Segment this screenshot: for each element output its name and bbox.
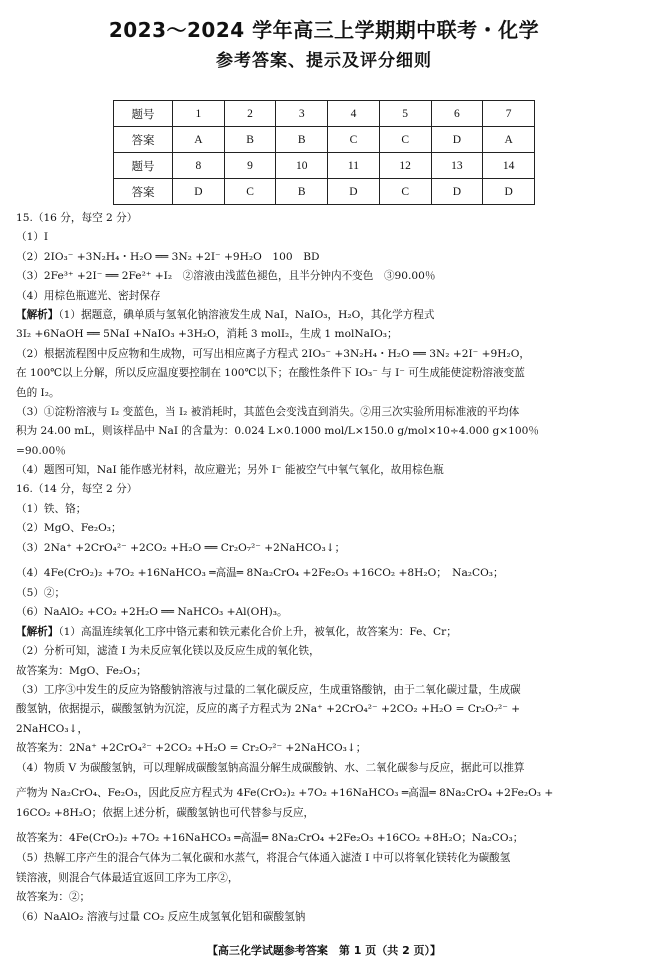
answer-table-cell: D bbox=[431, 179, 483, 205]
answer-table-cell: D bbox=[173, 179, 225, 205]
answer-table-cell: C bbox=[379, 179, 431, 205]
page-subtitle: 参考答案、提示及评分细则 bbox=[216, 51, 432, 71]
answer-table-cell: B bbox=[224, 127, 276, 153]
answer-table-cell: B bbox=[276, 127, 328, 153]
q16-answer-2: （2）MgO、Fe₂O₃； bbox=[16, 522, 122, 535]
q16-explanation-line: 产物为 Na₂CrO₄、Fe₂O₃，因此反应方程式为 4Fe(CrO₂)₂ +7O₂ +16NaHCO₃ ═高温═ 8Na₂CrO₄ +2Fe₂O₃ + bbox=[16, 786, 554, 799]
q16-answer-3: （3）2Na⁺ +2CrO₄²⁻ +2CO₂ +H₂O ══ Cr₂O₇²⁻ +2NaHCO₃↓； bbox=[16, 541, 346, 554]
answer-table-cell: 9 bbox=[224, 153, 276, 179]
q15-explanation-line: 3I₂ +6NaOH ══ 5NaI +NaIO₃ +3H₂O，消耗 3 molI₂，生成 1 molNaIO₃； bbox=[16, 328, 398, 341]
answer-table-cell: 1 bbox=[173, 101, 225, 127]
q15-explanation-line: 积为 24.00 mL，则该样品中 NaI 的含量为：0.024 L×0.1000 mol/L×150.0 g/mol×10÷4.000 g×100％ bbox=[16, 425, 539, 438]
q15-explanation-line: （2）根据流程图中反应物和生成物，可写出相应离子方程式 2IO₃⁻ +3N₂H₄・H₂O ══ 3N₂ +2I⁻ +9H₂O， bbox=[16, 347, 530, 360]
q16-answer-6: （6）NaAlO₂ +CO₂ +2H₂O ══ NaHCO₃ +Al(OH)₃。 bbox=[16, 606, 288, 619]
explanations bbox=[16, 209, 632, 927]
answer-table-cell: 11 bbox=[328, 153, 380, 179]
q15-answer-2: （2）2IO₃⁻ +3N₂H₄・H₂O ══ 3N₂ +2I⁻ +9H₂O 100 BD bbox=[16, 250, 320, 263]
answer-table-cell: 5 bbox=[379, 101, 431, 127]
q15-explanation-line: =90.00％ bbox=[16, 444, 66, 457]
page-footer: 【高三化学试题参考答案 第 1 页（共 2 页）】 bbox=[206, 944, 442, 957]
q15-explanation-line: （4）题图可知，NaI 能作感光材料，故应避光；另外 I⁻ 能被空气中氧气氧化，故用棕色瓶 bbox=[16, 464, 444, 477]
q15-explanation-1 bbox=[16, 306, 632, 325]
answer-table-row bbox=[114, 153, 535, 179]
q16-explanation-line: （2）分析可知，滤渣 I 为未反应氧化镁以及反应生成的氧化铁， bbox=[16, 645, 320, 658]
answer-table-cell: 6 bbox=[431, 101, 483, 127]
analysis-label: 【解析】 bbox=[16, 308, 59, 321]
answer-table-row-header: 答案 bbox=[114, 127, 173, 153]
page-title: 2023～2024 学年高三上学期期中联考・化学 bbox=[108, 18, 540, 42]
answer-table-cell: 4 bbox=[328, 101, 380, 127]
answer-table-cell: 12 bbox=[379, 153, 431, 179]
answer-table-cell: 8 bbox=[173, 153, 225, 179]
q16-header: 16.（14 分，每空 2 分） bbox=[16, 483, 138, 496]
answer-table-row bbox=[114, 101, 535, 127]
q15-explanation-line: 色的 I₂。 bbox=[16, 386, 60, 399]
answer-table-row-header: 题号 bbox=[114, 101, 173, 127]
q15-header: 15.（16 分，每空 2 分） bbox=[16, 212, 138, 224]
answer-table-cell: D bbox=[431, 127, 483, 153]
q16-explanation-line: 故答案为：4Fe(CrO₂)₂ +7O₂ +16NaHCO₃ ═高温═ 8Na₂CrO₄ +2Fe₂O₃ +16CO₂ +8H₂O；Na₂CO₃； bbox=[16, 832, 524, 845]
q16-explanation-line: 16CO₂ +8H₂O；依据上述分析，碳酸氢钠也可代替参与反应， bbox=[16, 806, 315, 819]
analysis-label: 【解析】 bbox=[16, 625, 59, 638]
answer-table-row bbox=[114, 127, 535, 153]
answer-table bbox=[113, 100, 535, 205]
q16-explanation-line: （3）工序③中发生的反应为铬酸钠溶液与过量的二氧化碳反应，生成重铬酸钠，由于二氧化碳过量，生成碳 bbox=[16, 683, 521, 696]
q15-answer-1: （1）I bbox=[16, 231, 49, 244]
answer-table-cell: 2 bbox=[224, 101, 276, 127]
answer-table-cell: B bbox=[276, 179, 328, 205]
answer-table-cell: 7 bbox=[483, 101, 535, 127]
q16-explanation-line: 2NaHCO₃↓， bbox=[16, 722, 89, 735]
answer-table-cell: D bbox=[328, 179, 380, 205]
answer-table-row-header: 答案 bbox=[114, 179, 173, 205]
q16-explanation-line: （6）NaAlO₂ 溶液与过量 CO₂ 反应生成氢氧化铝和碳酸氢钠 bbox=[16, 910, 306, 923]
q16-explanation-text: （1）高温连续氧化工序中铬元素和铁元素化合价上升，被氧化，故答案为：Fe、Cr； bbox=[58, 625, 457, 638]
q16-explanation-line: （5）热解工序产生的混合气体为二氧化碳和水蒸气，将混合气体通入滤渣 I 中可以将氧化镁转化为碳酸氢 bbox=[16, 852, 511, 865]
answer-table-cell: C bbox=[328, 127, 380, 153]
q16-answer-4: （4）4Fe(CrO₂)₂ +7O₂ +16NaHCO₃ ═高温═ 8Na₂CrO₄ +2Fe₂O₃ +16CO₂ +8H₂O； Na₂CO₃； bbox=[16, 567, 504, 580]
answer-table-cell: 3 bbox=[276, 101, 328, 127]
q16-answer-5: （5）②； bbox=[16, 587, 66, 600]
q16-explanation-line: （4）物质 V 为碳酸氢钠，可以理解成碳酸氢钠高温分解生成碳酸钠、水、二氧化碳参与反应，据此可以推算 bbox=[16, 761, 525, 774]
answer-table-cell: C bbox=[224, 179, 276, 205]
answer-table-row bbox=[114, 179, 535, 205]
q16-explanation-line: 故答案为：2Na⁺ +2CrO₄²⁻ +2CO₂ +H₂O = Cr₂O₇²⁻ +2NaHCO₃↓； bbox=[16, 742, 367, 755]
q15-explanation-line: （3）①淀粉溶液与 I₂ 变蓝色，当 I₂ 被消耗时，其蓝色会变浅直到消失。②用三次实验所用标准液的平均体 bbox=[16, 405, 520, 418]
q16-explanation-line: 故答案为：MgO、Fe₂O₃； bbox=[16, 664, 147, 677]
q15-answer-4: （4）用棕色瓶遮光、密封保存 bbox=[16, 289, 161, 302]
q16-explanation-line: 镁溶液，则混合气体最适宜返回工序为工序②， bbox=[16, 871, 239, 884]
answer-table-cell: 13 bbox=[431, 153, 483, 179]
q16-explanation-line: 故答案为：②； bbox=[16, 891, 91, 904]
q15-answer-3: （3）2Fe³⁺ +2I⁻ ══ 2Fe²⁺ +I₂ ②溶液由浅蓝色褪色，且半分钟内不变色 ③90.00％ bbox=[16, 270, 436, 283]
q16-explanation-1 bbox=[16, 623, 632, 642]
q16-answer-1: （1）铁、铬； bbox=[16, 502, 87, 515]
answer-table-cell: D bbox=[483, 179, 535, 205]
answer-table-cell: 10 bbox=[276, 153, 328, 179]
answer-table-row-header: 题号 bbox=[114, 153, 173, 179]
answer-table-cell: C bbox=[379, 127, 431, 153]
q16-explanation-line: 酸氢钠，依据提示，碳酸氢钠为沉淀，反应的离子方程式为 2Na⁺ +2CrO₄²⁻ +2CO₂ +H₂O = Cr₂O₇²⁻ + bbox=[16, 703, 521, 716]
answer-table-cell: A bbox=[173, 127, 225, 153]
answer-table-cell: A bbox=[483, 127, 535, 153]
q15-explanation-text: （1）据题意，碘单质与氢氧化钠溶液发生成 NaI，NaIO₃，H₂O，其化学方程式 bbox=[58, 308, 435, 321]
q15-explanation-line: 在 100℃以上分解，所以反应温度要控制在 100℃以下；在酸性条件下 IO₃⁻ 与 I⁻ 可生成能使淀粉溶液变蓝 bbox=[16, 367, 525, 380]
answer-table-cell: 14 bbox=[483, 153, 535, 179]
